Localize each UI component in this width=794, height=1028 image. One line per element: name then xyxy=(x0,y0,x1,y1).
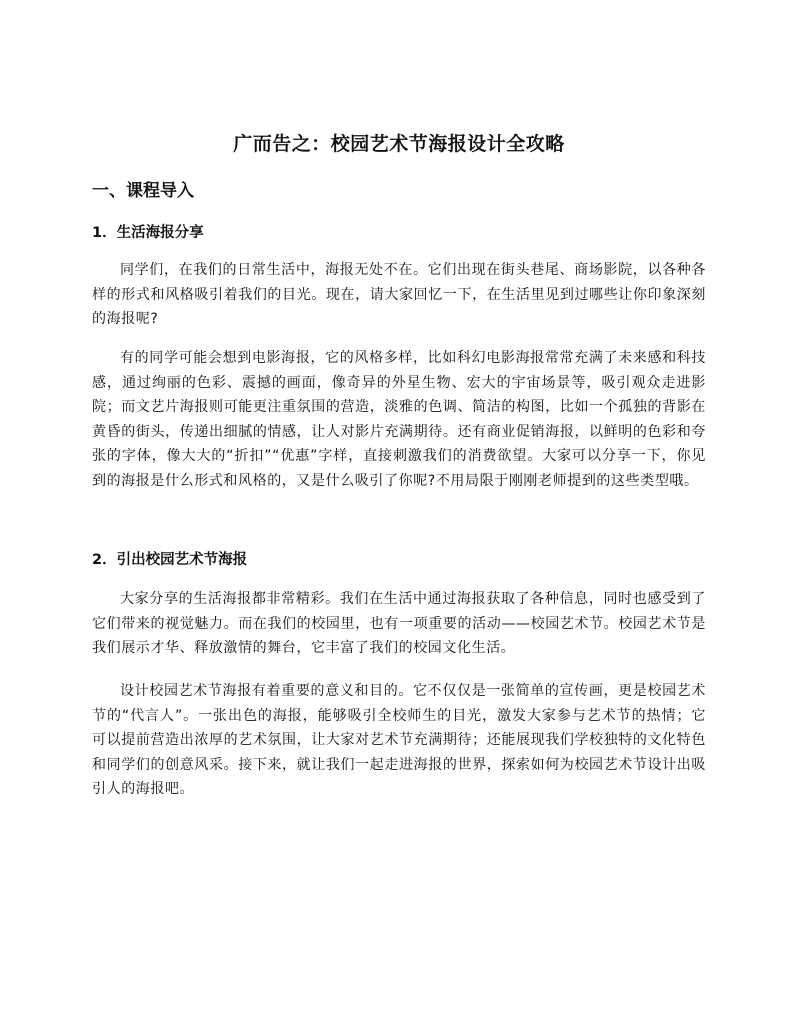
subsection-heading-campus-art-festival: 2．引出校园艺术节海报 xyxy=(92,552,248,568)
subsection-heading-life-posters: 1．生活海报分享 xyxy=(92,225,204,241)
paragraph: 有的同学可能会想到电影海报，它的风格多样，比如科幻电影海报常常充满了未来感和科技感，通过绚丽的色彩、震撼的画面，像奇异的外星生物、宏大的宇宙场景等，吸引观众走进影院；而文艺片海报则可能更注重氛围的营造，淡雅的色调、简洁的构图，比如一个孤独的背影在黄昏的街头，传递出细腻的情感，让人对影片充满期待。还有商业促销海报，以鲜明的色彩和夸张的字体，像大大的“折扣”“优惠”字样，直接刺激我们的消费欲望。大家可以分享一下，你见到的海报是什么形式和风格的，又是什么吸引了你呢?不用局限于刚刚老师提到的这些类型哦。 xyxy=(92,350,706,489)
paragraph: 同学们，在我们的日常生活中，海报无处不在。它们出现在街头巷尾、商场影院，以各种各样的形式和风格吸引着我们的目光。现在，请大家回忆一下，在生活里见到过哪些让你印象深刻的海报呢? xyxy=(92,262,706,327)
section-heading-course-intro: 一、课程导入 xyxy=(92,181,194,201)
paragraph: 大家分享的生活海报都非常精彩。我们在生活中通过海报获取了各种信息，同时也感受到了它们带来的视觉魅力。而在我们的校园里，也有一项重要的活动——校园艺术节。校园艺术节是我们展示才华、释放激情的舞台，它丰富了我们的校园文化生活。 xyxy=(92,591,706,656)
document-title: 广而告之：校园艺术节海报设计全攻略 xyxy=(233,133,565,155)
paragraph: 设计校园艺术节海报有着重要的意义和目的。它不仅仅是一张简单的宣传画，更是校园艺术节的“代言人”。一张出色的海报，能够吸引全校师生的目光，激发大家参与艺术节的热情；它可以提前营造出浓厚的艺术氛围，让大家对艺术节充满期待；还能展现我们学校独特的文化特色和同学们的创意风采。接下来，就让我们一起走进海报的世界，探索如何为校园艺术节设计出吸引人的海报吧。 xyxy=(92,683,706,797)
